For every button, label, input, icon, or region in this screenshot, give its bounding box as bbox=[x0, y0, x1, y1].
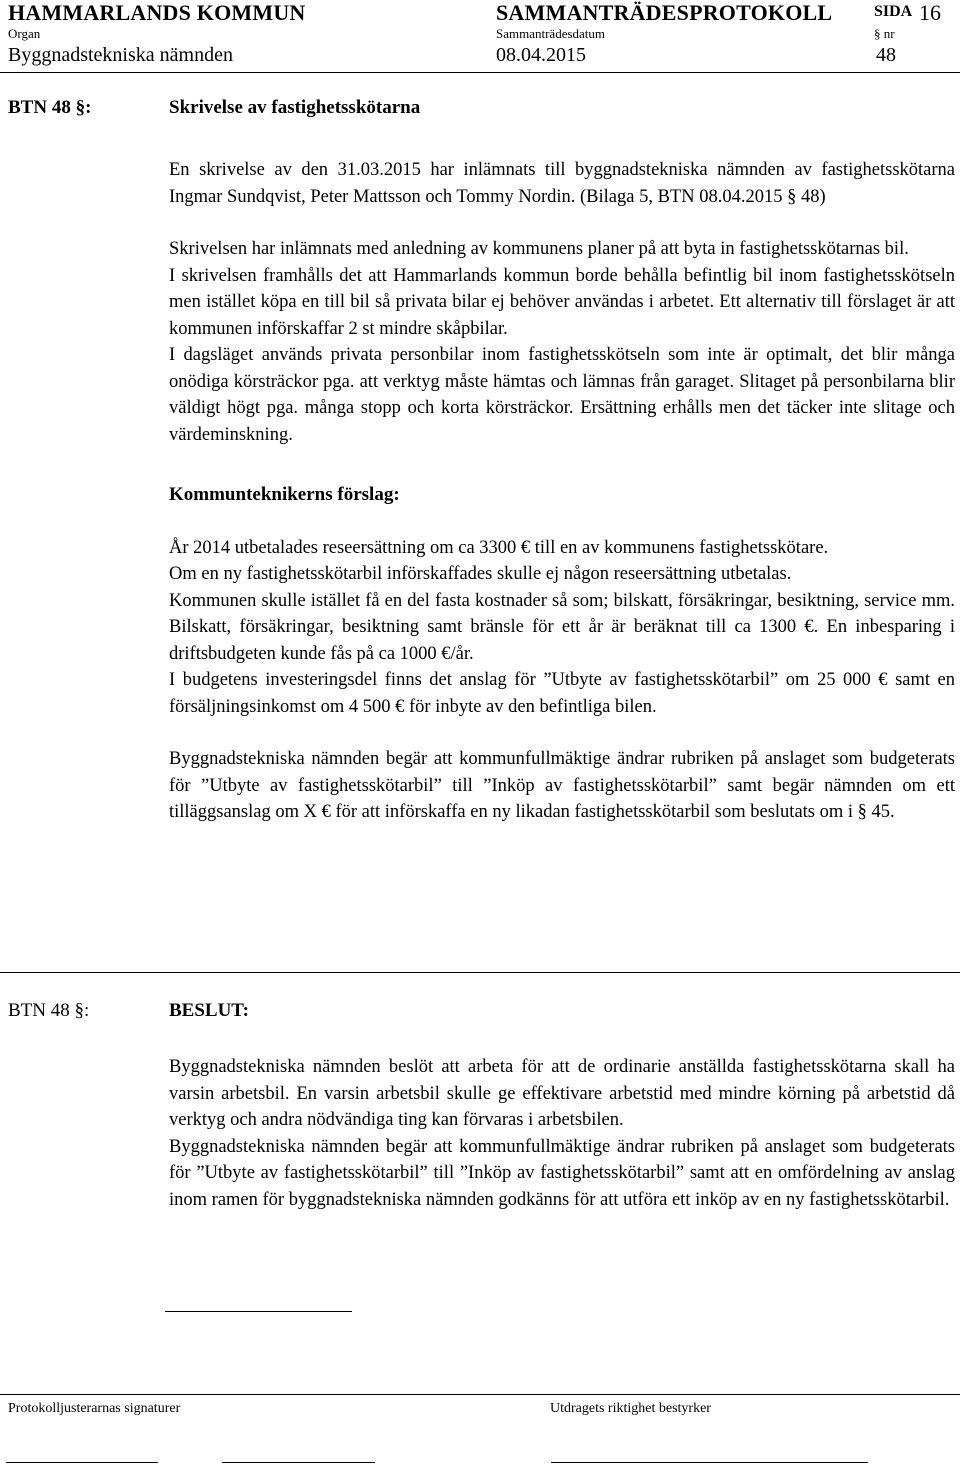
decision-reference: BTN 48 §: bbox=[8, 1000, 90, 1021]
proposal-heading: Kommunteknikerns förslag: bbox=[169, 484, 400, 505]
paragraph: I dagsläget används privata personbilar inom fastighetsskötseln som inte är optimalt, det blir många onödiga körsträckor pga. att verktyg måste hämtas och lämnas från garaget. Slitaget på personbilarna blir väldigt högt pga. många stopp och korta körsträckor. Ersättning erhålls men det täcker inte slitage och värdeminskning. bbox=[169, 345, 955, 445]
page-label: SIDA bbox=[874, 3, 913, 20]
organ-name: Byggnadstekniska nämnden bbox=[8, 44, 233, 66]
section-reference: BTN 48 §: bbox=[8, 97, 92, 118]
signature-line bbox=[222, 1462, 375, 1463]
certification-line bbox=[551, 1462, 868, 1463]
nr-label: § nr bbox=[874, 26, 895, 41]
decision-heading: BESLUT: bbox=[169, 1000, 249, 1021]
footer-divider bbox=[0, 1394, 960, 1395]
protocol-title: SAMMANTRÄDESPROTOKOLL bbox=[496, 0, 833, 25]
date-label: Sammanträdesdatum bbox=[496, 26, 606, 41]
certification-label: Utdragets riktighet bestyrker bbox=[550, 1401, 711, 1416]
end-line bbox=[165, 1311, 352, 1312]
signatures-label: Protokolljusterarnas signaturer bbox=[8, 1401, 181, 1416]
paragraph: Om en ny fastighetsskötarbil införskaffades skulle ej någon reseersättning utbetalas. bbox=[169, 564, 792, 584]
signature-line bbox=[6, 1462, 158, 1463]
section-heading: Skrivelse av fastighetsskötarna bbox=[169, 97, 421, 118]
section-divider bbox=[0, 972, 960, 973]
paragraph: En skrivelse av den 31.03.2015 har inlämnats till byggnadstekniska nämnden av fastighetsskötarna Ingmar Sundqvist, Peter Mattsson och Tommy Nordin. (Bilaga 5, BTN 08.04.2015 § 48) bbox=[169, 160, 955, 207]
paragraph: I budgetens investeringsdel finns det anslag för ”Utbyte av fastighetsskötarbil” om 25 000 € samt en försäljningsinkomst om 4 500 € för inbyte av den befintliga bilen. bbox=[169, 670, 955, 717]
decision-body bbox=[169, 1054, 955, 1213]
page-number: 16 bbox=[919, 0, 941, 25]
header-divider bbox=[0, 72, 960, 73]
paragraph-number: 48 bbox=[876, 44, 896, 66]
paragraph: Byggnadstekniska nämnden begär att kommunfullmäktige ändrar rubriken på anslaget som budgeterats för ”Utbyte av fastighetsskötarbil” till ”Inköp av fastighetsskötarbil” samt begär nämnden om ett tilläggsanslag om X € för att införskaffa en ny likadan fastighetsskötarbil som beslutats om i § 45. bbox=[169, 749, 955, 822]
paragraph: Skrivelsen har inlämnats med anledning av kommunens planer på att byta in fastighetsskötarnas bil. bbox=[169, 239, 909, 259]
organ-label: Organ bbox=[8, 26, 41, 41]
paragraph: Byggnadstekniska nämnden begär att kommunfullmäktige ändrar rubriken på anslaget som budgeterats för ”Utbyte av fastighetsskötarbil” till ”Inköp av fastighetsskötarbil” samt att en omfördelning av anslag inom ramen för byggnadstekniska nämnden godkänns för att utföra ett inköp av en ny fastighetsskötarbil. bbox=[169, 1136, 955, 1210]
paragraph: Byggnadstekniska nämnden beslöt att arbeta för att de ordinarie anställda fastighetsskötarna skall ha varsin arbetsbil. En varsin arbetsbil skulle ge effektivare arbetstid med mindre körning på arbetstid då verktyg och andra nödvändiga ting kan förvaras i arbetsbilen. bbox=[169, 1057, 955, 1130]
paragraph: År 2014 utbetalades reseersättning om ca 3300 € till en av kommunens fastighetsskötare. bbox=[169, 537, 829, 558]
section-body bbox=[169, 157, 955, 826]
municipality-name: HAMMARLANDS KOMMUN bbox=[8, 0, 306, 25]
meeting-date: 08.04.2015 bbox=[496, 44, 586, 66]
paragraph: I skrivelsen framhålls det att Hammarlands kommun borde behålla befintlig bil inom fastighetsskötseln men istället köpa en till bil så privata bilar ej behöver användas i arbetet. Ett alternativ till förslaget är att kommunen införskaffar 2 st mindre skåpbilar. bbox=[169, 265, 955, 339]
paragraph: Kommunen skulle istället få en del fasta kostnader så som; bilskatt, försäkringar, besiktning, service mm. Bilskatt, försäkringar, besiktning samt bränsle för ett år är beräknat till ca 1300 €. En inbesparing i driftsbudgeten kunde fås på ca 1000 €/år. bbox=[169, 590, 955, 664]
